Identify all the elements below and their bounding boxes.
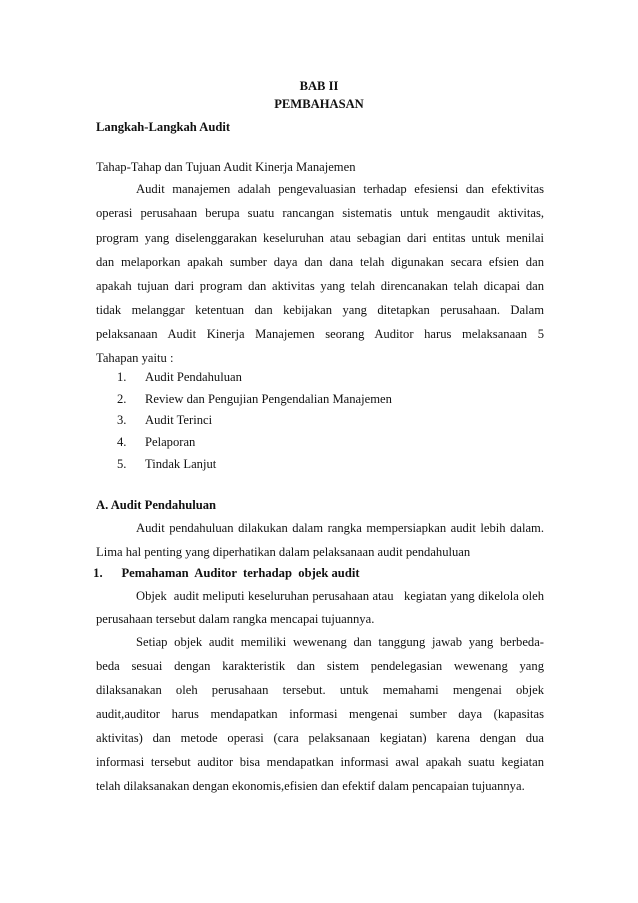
subsection-heading: 1. Pemahaman Auditor terhadap objek audit bbox=[90, 566, 360, 580]
body-line: beda sesuai dengan karakteristik dan sistem pendelegasian wewenang yang bbox=[96, 659, 544, 673]
chapter-number: BAB II bbox=[299, 79, 339, 93]
list-label: Pelaporan bbox=[145, 435, 196, 449]
list-label: Audit Pendahuluan bbox=[145, 370, 242, 384]
body-line: Tahapan yaitu : bbox=[96, 351, 174, 365]
body-line: perusahaan tersebut dalam rangka mencapai tujuannya. bbox=[96, 612, 375, 626]
list-number: 1. bbox=[117, 370, 127, 384]
chapter-title: PEMBAHASAN bbox=[274, 97, 364, 111]
body-line: Audit pendahuluan dilakukan dalam rangka mempersiapkan audit lebih dalam. bbox=[136, 521, 544, 535]
body-line: aktivitas) dan metode operasi (cara pelaksanaan kegiatan) karena dengan dua bbox=[96, 731, 544, 745]
body-line: tidak melanggar ketentuan dan kebijakan yang ditetapkan perusahaan. Dalam bbox=[96, 303, 544, 317]
list-label: Tindak Lanjut bbox=[145, 457, 217, 471]
body-line: Audit manajemen adalah pengevaluasian terhadap efesiensi dan efektivitas bbox=[136, 182, 544, 196]
body-line: dan melaporkan apakah sumber daya dan dana telah digunakan secara efsien dan bbox=[96, 255, 544, 269]
list-number: 5. bbox=[117, 457, 127, 471]
body-line: telah dilaksanakan dengan ekonomis,efisien dan efektif dalam pencapaian tujuannya. bbox=[96, 779, 525, 793]
body-line: dilaksanakan oleh perusahaan tersebut. untuk memahami mengenai objek bbox=[96, 683, 544, 697]
list-label: Review dan Pengujian Pengendalian Manajemen bbox=[145, 392, 392, 406]
list-number: 4. bbox=[117, 435, 127, 449]
body-line: Lima hal penting yang diperhatikan dalam pelaksanaan audit pendahuluan bbox=[96, 545, 471, 559]
section-a-heading: A. Audit Pendahuluan bbox=[96, 498, 217, 512]
body-line: Objek audit meliputi keseluruhan perusahaan atau kegiatan yang dikelola oleh bbox=[136, 589, 544, 603]
body-line: informasi tersebut auditor bisa mendapatkan informasi awal apakah suatu kegiatan bbox=[96, 755, 544, 769]
body-line: operasi perusahaan berupa suatu rancangan sistematis untuk mengaudit aktivitas, bbox=[96, 206, 544, 220]
intro-heading: Tahap-Tahap dan Tujuan Audit Kinerja Manajemen bbox=[96, 160, 356, 174]
body-line: pelaksanaan Audit Kinerja Manajemen seorang Auditor harus melaksanaan 5 bbox=[96, 327, 544, 341]
body-line: program yang diselenggarakan keseluruhan atau sebagian dari entitas untuk menilai bbox=[96, 231, 544, 245]
body-line: apakah tujuan dari program dan aktivitas yang telah direncanakan telah dicapai dan bbox=[96, 279, 544, 293]
body-line: audit,auditor harus mendapatkan informasi mengenai sumber daya (kapasitas bbox=[96, 707, 544, 721]
body-line: Setiap objek audit memiliki wewenang dan tanggung jawab yang berbeda- bbox=[136, 635, 544, 649]
list-number: 3. bbox=[117, 413, 127, 427]
list-label: Audit Terinci bbox=[145, 413, 213, 427]
list-number: 2. bbox=[117, 392, 127, 406]
section-heading: Langkah-Langkah Audit bbox=[96, 120, 231, 134]
